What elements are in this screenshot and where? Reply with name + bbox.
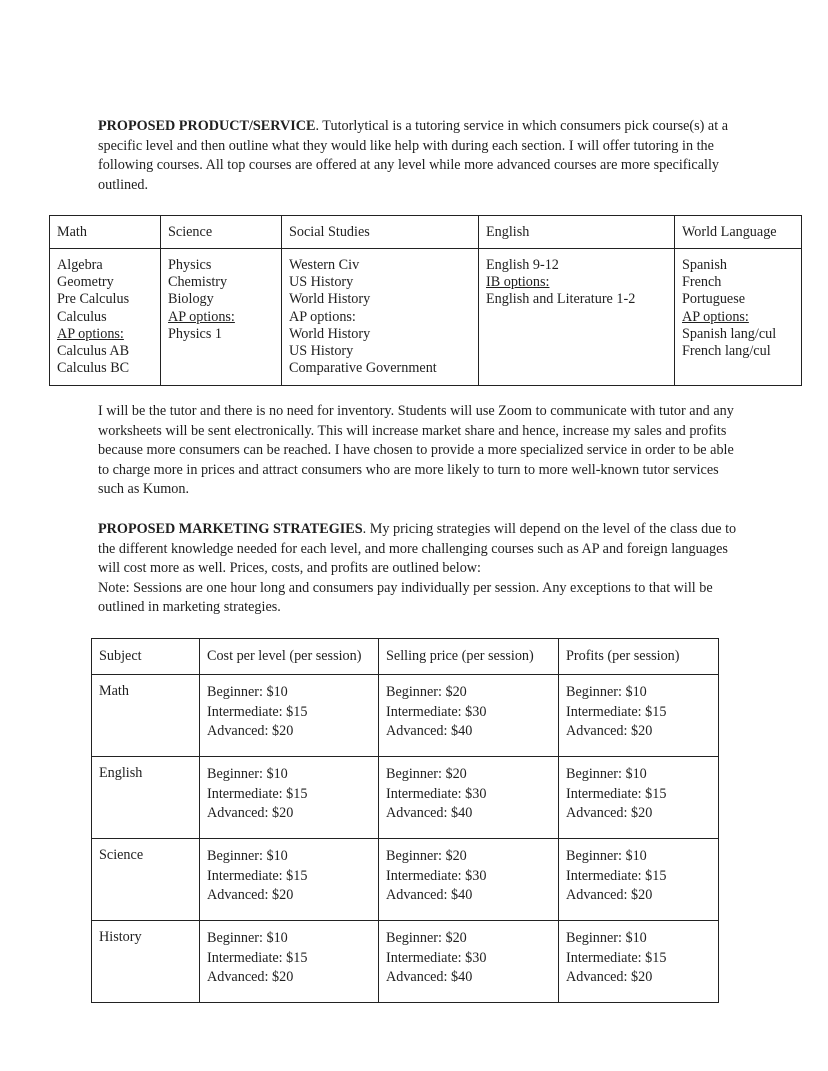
pricing-level-value: Intermediate: $15 bbox=[207, 703, 308, 720]
pricing-level-value: Advanced: $20 bbox=[566, 969, 653, 986]
pricing-level-value: Beginner: $10 bbox=[207, 766, 288, 782]
pricing-header-cell: Profits (per session) bbox=[559, 639, 719, 675]
pricing-price-cell bbox=[379, 839, 559, 921]
courses-table bbox=[49, 215, 802, 386]
pricing-level-value: Advanced: $20 bbox=[566, 805, 653, 822]
pricing-row bbox=[92, 921, 719, 1003]
marketing-paragraph bbox=[98, 520, 738, 618]
course-item: Calculus bbox=[57, 308, 107, 325]
courses-body-row bbox=[50, 249, 802, 386]
pricing-price-cell bbox=[379, 921, 559, 1003]
course-item: AP options: bbox=[57, 325, 124, 342]
pricing-cost-cell bbox=[200, 757, 379, 839]
course-item: AP options: bbox=[289, 308, 356, 325]
marketing-text: . My pricing strategies will depend on the level of the class due to the different knowledge needed for each level, and more challenging courses such as AP and foreign languages will cost more as well. Prices, costs, and profits are outlined below: bbox=[98, 521, 737, 577]
pricing-profit-cell bbox=[559, 839, 719, 921]
pricing-profit-cell bbox=[559, 675, 719, 757]
course-item: Comparative Government bbox=[289, 360, 437, 377]
courses-header-cell: English bbox=[479, 216, 675, 249]
pricing-level-value: Intermediate: $30 bbox=[386, 867, 487, 884]
course-item: Calculus AB bbox=[57, 343, 130, 360]
pricing-cost-cell bbox=[200, 839, 379, 921]
pricing-level-value: Intermediate: $30 bbox=[386, 703, 487, 720]
pricing-level-value: Advanced: $40 bbox=[386, 887, 473, 904]
pricing-level-value: Advanced: $40 bbox=[386, 969, 473, 986]
course-item: Physics 1 bbox=[168, 325, 222, 342]
marketing-heading: PROPOSED MARKETING STRATEGIES bbox=[98, 521, 363, 537]
course-item: IB options: bbox=[486, 274, 550, 291]
course-item: AP options: bbox=[168, 308, 235, 325]
courses-cell-science bbox=[161, 249, 282, 386]
course-item: Algebra bbox=[57, 257, 103, 273]
course-item: World History bbox=[289, 291, 371, 308]
pricing-table bbox=[91, 638, 719, 1003]
course-item: Geometry bbox=[57, 274, 114, 291]
course-item: Biology bbox=[168, 291, 214, 308]
pricing-header-cell: Cost per level (per session) bbox=[200, 639, 379, 675]
pricing-level-value: Advanced: $20 bbox=[207, 969, 294, 986]
courses-header-cell: Math bbox=[50, 216, 161, 249]
pricing-level-value: Beginner: $20 bbox=[386, 930, 467, 946]
course-item: Spanish bbox=[682, 257, 727, 273]
courses-header-cell: Science bbox=[161, 216, 282, 249]
pricing-cost-cell bbox=[200, 921, 379, 1003]
courses-header-cell: Social Studies bbox=[282, 216, 479, 249]
pricing-row bbox=[92, 675, 719, 757]
course-item: Calculus BC bbox=[57, 360, 130, 377]
pricing-header-row bbox=[92, 639, 719, 675]
pricing-level-value: Beginner: $20 bbox=[386, 684, 467, 700]
pricing-row bbox=[92, 839, 719, 921]
pricing-level-value: Intermediate: $15 bbox=[566, 949, 667, 966]
pricing-header-cell: Selling price (per session) bbox=[379, 639, 559, 675]
pricing-level-value: Intermediate: $15 bbox=[566, 867, 667, 884]
pricing-level-value: Advanced: $20 bbox=[207, 723, 294, 740]
pricing-row bbox=[92, 757, 719, 839]
pricing-level-value: Intermediate: $30 bbox=[386, 785, 487, 802]
course-item: Spanish lang/cul bbox=[682, 325, 777, 342]
course-item: Physics bbox=[168, 257, 212, 273]
pricing-level-value: Intermediate: $15 bbox=[207, 785, 308, 802]
pricing-level-value: Beginner: $10 bbox=[566, 766, 647, 782]
pricing-level-value: Beginner: $10 bbox=[207, 930, 288, 946]
pricing-level-value: Beginner: $20 bbox=[386, 848, 467, 864]
pricing-level-value: Advanced: $40 bbox=[386, 805, 473, 822]
course-item: Chemistry bbox=[168, 274, 228, 291]
pricing-level-value: Advanced: $20 bbox=[566, 723, 653, 740]
marketing-note: Note: Sessions are one hour long and consumers pay individually per session. Any exceptions to that will be outlined in marketing strategies. bbox=[98, 579, 713, 616]
pricing-level-value: Beginner: $20 bbox=[386, 766, 467, 782]
pricing-level-value: Intermediate: $15 bbox=[566, 785, 667, 802]
intro-paragraph bbox=[98, 117, 738, 195]
course-item: English 9-12 bbox=[486, 257, 559, 273]
course-item: French lang/cul bbox=[682, 343, 771, 360]
pricing-subject-cell: English bbox=[92, 757, 200, 839]
course-item: English and Literature 1-2 bbox=[486, 291, 636, 308]
pricing-profit-cell bbox=[559, 757, 719, 839]
course-item: World History bbox=[289, 325, 371, 342]
pricing-level-value: Advanced: $20 bbox=[207, 805, 294, 822]
pricing-level-value: Beginner: $10 bbox=[566, 684, 647, 700]
intro-heading: PROPOSED PRODUCT/SERVICE bbox=[98, 118, 316, 134]
course-item: French bbox=[682, 274, 722, 291]
courses-header-row bbox=[50, 216, 802, 249]
pricing-level-value: Beginner: $10 bbox=[566, 848, 647, 864]
courses-cell-english bbox=[479, 249, 675, 386]
course-item: Western Civ bbox=[289, 257, 360, 273]
pricing-level-value: Advanced: $40 bbox=[386, 723, 473, 740]
pricing-level-value: Beginner: $10 bbox=[566, 930, 647, 946]
course-item: US History bbox=[289, 343, 354, 360]
pricing-level-value: Advanced: $20 bbox=[566, 887, 653, 904]
courses-cell-social-studies bbox=[282, 249, 479, 386]
courses-cell-math bbox=[50, 249, 161, 386]
pricing-subject-cell: Math bbox=[92, 675, 200, 757]
pricing-subject-cell: Science bbox=[92, 839, 200, 921]
pricing-level-value: Beginner: $10 bbox=[207, 848, 288, 864]
pricing-price-cell bbox=[379, 675, 559, 757]
course-item: US History bbox=[289, 274, 354, 291]
pricing-level-value: Beginner: $10 bbox=[207, 684, 288, 700]
pricing-level-value: Intermediate: $15 bbox=[207, 949, 308, 966]
pricing-cost-cell bbox=[200, 675, 379, 757]
intro-text: . Tutorlytical is a tutoring service in which consumers pick course(s) at a specific level and then outline what they would like help with during each section. I will offer tutoring in the following courses. All top courses are offered at any level while more advanced courses are more specifically outlined. bbox=[98, 118, 729, 193]
course-item: Pre Calculus bbox=[57, 291, 130, 308]
pricing-price-cell bbox=[379, 757, 559, 839]
courses-cell-world-language bbox=[675, 249, 802, 386]
pricing-level-value: Intermediate: $30 bbox=[386, 949, 487, 966]
pricing-level-value: Intermediate: $15 bbox=[207, 867, 308, 884]
pricing-header-cell: Subject bbox=[92, 639, 200, 675]
pricing-level-value: Intermediate: $15 bbox=[566, 703, 667, 720]
course-item: AP options: bbox=[682, 308, 749, 325]
courses-header-cell: World Language bbox=[675, 216, 802, 249]
tutor-paragraph: I will be the tutor and there is no need for inventory. Students will use Zoom to communicate with tutor and any worksheets will be sent electronically. This will increase market share and hence, increase my sales and profits because more consumers can be reached. I have chosen to provide a more specialized service in order to be able to charge more in prices and attract consumers who are more likely to turn to more well-known tutor services such as Kumon. bbox=[98, 403, 734, 498]
pricing-subject-cell: History bbox=[92, 921, 200, 1003]
pricing-profit-cell bbox=[559, 921, 719, 1003]
pricing-level-value: Advanced: $20 bbox=[207, 887, 294, 904]
course-item: Portuguese bbox=[682, 291, 746, 308]
